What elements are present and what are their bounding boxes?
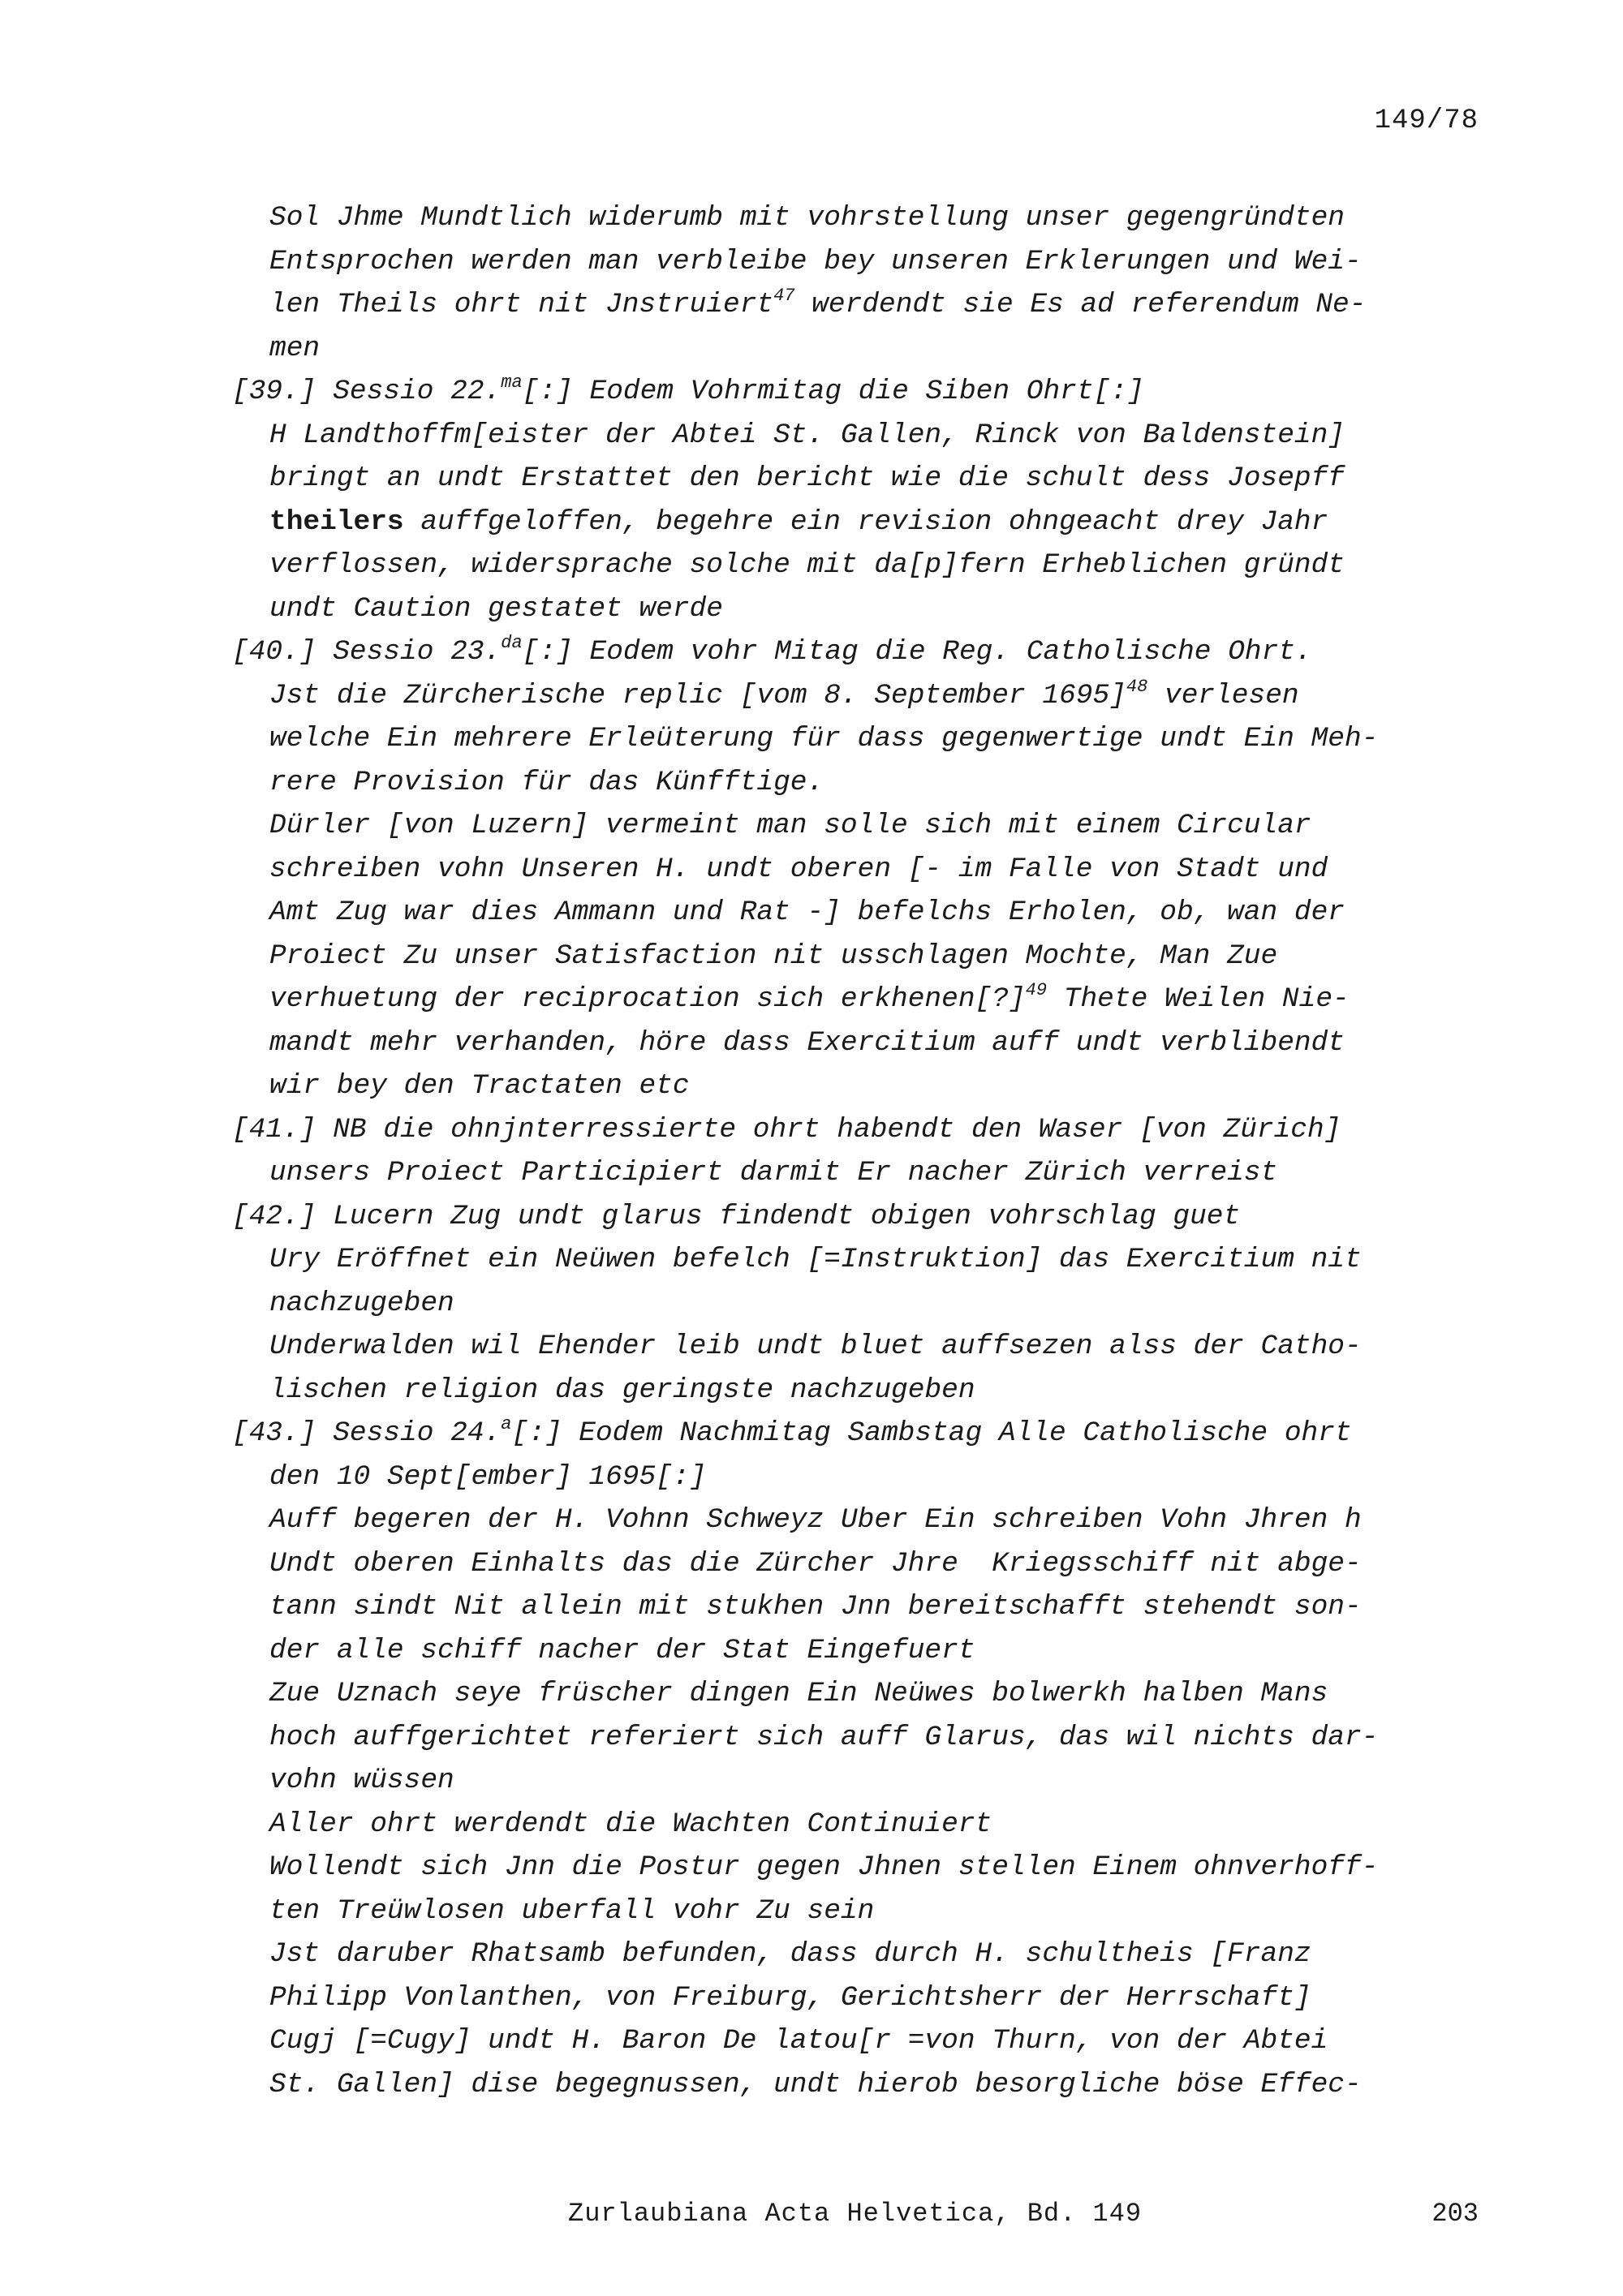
- superscript: a: [501, 1414, 512, 1434]
- line-text: welche Ein mehrere Erleüterung für dass gegenwertige undt Ein Meh-: [269, 723, 1379, 755]
- line-text: H Landthoffm[eister der Abtei St. Gallen, Rinck von Baldenstein]: [269, 419, 1345, 451]
- line-text: Zue Uznach seye früscher dingen Ein Neüwes bolwerkh halben Mans: [269, 1678, 1328, 1709]
- text-line: [232, 1846, 1498, 1890]
- text-line: [232, 1759, 1498, 1803]
- line-text: verflossen, widersprache solche mit da[p]fern Erheblichen gründt: [269, 549, 1345, 581]
- text-line: [232, 1498, 1498, 1542]
- entry-heading-line: [232, 1195, 1498, 1239]
- text-line: [232, 283, 1498, 327]
- line-text: [39.] Sessio 22.: [232, 376, 502, 407]
- line-text: Auff begeren der H. Vohnn Schweyz Uber Ein schreiben Vohn Jhren h: [269, 1504, 1362, 1536]
- line-text: Aller ohrt werdendt die Wachten Continuiert: [269, 1808, 992, 1840]
- entry-heading-line: [232, 1108, 1498, 1152]
- superscript: ma: [501, 372, 523, 393]
- line-text: Dürler [von Luzern] vermeint man solle sich mit einem Circular: [269, 810, 1311, 841]
- superscript: 48: [1126, 676, 1148, 697]
- text-line: [232, 1325, 1498, 1369]
- text-line: [232, 978, 1498, 1021]
- line-text: [:] Eodem vohr Mitag die Reg. Catholische Ohrt.: [522, 636, 1312, 668]
- text-line: [232, 2019, 1498, 2063]
- line-text: len Theils ohrt nit Jnstruiert: [269, 289, 774, 320]
- line-text: nachzugeben: [269, 1287, 454, 1319]
- text-line: [232, 1890, 1498, 1933]
- line-text: Sol Jhme Mundtlich widerumb mit vohrstellung unser gegengründten: [269, 202, 1345, 234]
- line-text: Entsprochen werden man verbleibe bey unseren Erklerungen und Wei-: [269, 245, 1362, 277]
- text-line: [232, 804, 1498, 848]
- line-text: men: [269, 332, 321, 364]
- text-line: [232, 457, 1498, 501]
- text-line: [232, 1021, 1498, 1065]
- text-line: [232, 674, 1498, 718]
- text-line: [232, 1976, 1498, 2020]
- line-text: [43.] Sessio 24.: [232, 1417, 502, 1449]
- entry-heading-line: [232, 370, 1498, 414]
- superscript: 49: [1025, 980, 1048, 1000]
- text-line: [232, 761, 1498, 805]
- line-text: mandt mehr verhanden, höre dass Exercitium auff undt verblibendt: [269, 1026, 1345, 1059]
- line-text: [:] Eodem Vohrmitag die Siben Ohrt[:]: [522, 376, 1144, 407]
- footer-title: Zurlaubiana Acta Helvetica, Bd. 149: [568, 2199, 1143, 2229]
- line-text: [41.] NB die ohnjnterressierte ohrt habendt den Waser [von Zürich]: [232, 1113, 1341, 1146]
- text-line: [232, 1282, 1498, 1326]
- line-text: Jst die Zürcherische replic [vom 8. September 1695]: [269, 679, 1126, 712]
- text-line: [232, 1803, 1498, 1847]
- line-text: Ury Eröffnet ein Neüwen befelch [=Instruktion] das Exercitium nit: [269, 1244, 1362, 1275]
- line-text: ten Treüwlosen uberfall vohr Zu sein: [269, 1894, 875, 1927]
- text-line: [232, 501, 1498, 544]
- text-line: [232, 717, 1498, 761]
- line-text: verlesen: [1147, 679, 1299, 712]
- line-text: Philipp Vonlanthen, von Freiburg, Gerichtsherr der Herrschaft]: [269, 1981, 1311, 2014]
- text-line: [232, 1064, 1498, 1108]
- line-text: lischen religion das geringste nachzugeben: [269, 1374, 975, 1406]
- text-line: [232, 1933, 1498, 1976]
- text-line: [232, 587, 1498, 631]
- line-text: vohn wüssen: [269, 1765, 454, 1796]
- text-line: [232, 935, 1498, 978]
- line-text: Proiect Zu unser Satisfaction nit usschlagen Mochte, Man Zue: [269, 939, 1278, 972]
- text-line: [232, 327, 1498, 371]
- line-text: den 10 Sept[ember] 1695[:]: [269, 1460, 707, 1493]
- line-text: hoch auffgerichtet referiert sich auff Glarus, das wil nichts dar-: [269, 1721, 1379, 1753]
- text-line: [232, 891, 1498, 935]
- text-line: [232, 2063, 1498, 2107]
- line-text: [:] Eodem Nachmitag Sambstag Alle Catholische ohrt: [511, 1417, 1352, 1449]
- line-text: Cugj [=Cugy] undt H. Baron De latou[r =von Thurn, von der Abtei: [269, 2025, 1328, 2057]
- line-text: werdendt sie Es ad referendum Ne-: [794, 289, 1367, 320]
- line-text: unsers Proiect Participiert darmit Er nacher Zürich verreist: [269, 1157, 1278, 1189]
- text-line: [232, 1238, 1498, 1282]
- text-line: [232, 1455, 1498, 1499]
- superscript: 47: [773, 286, 795, 306]
- line-text: Thete Weilen Nie-: [1047, 983, 1350, 1015]
- text-line: [232, 1629, 1498, 1673]
- text-line: [232, 1151, 1498, 1195]
- text-line: [232, 414, 1498, 458]
- text-line: [232, 1585, 1498, 1629]
- line-text: St. Gallen] dise begegnussen, undt hierob besorgliche böse Effec-: [269, 2068, 1362, 2100]
- text-line: [232, 1672, 1498, 1716]
- line-text: schreiben vohn Unseren H. undt oberen [- im Falle von Stadt und: [269, 853, 1328, 885]
- page-reference: 149/78: [1374, 105, 1479, 136]
- line-text: Undt oberen Einhalts das die Zürcher Jhre Kriegsschiff nit abge-: [269, 1547, 1362, 1580]
- line-text: Jst daruber Rhatsamb befunden, dass durch H. schultheis [Franz: [269, 1938, 1311, 1970]
- text-line: [232, 1716, 1498, 1760]
- footer-page-number: 203: [1431, 2199, 1479, 2229]
- bold-name: theilers: [269, 505, 404, 538]
- line-text: verhuetung der reciprocation sich erkhenen[?]: [269, 983, 1026, 1015]
- line-text: bringt an undt Erstattet den bericht wie die schult dess Josepff: [269, 462, 1345, 494]
- text-line: [232, 1542, 1498, 1586]
- line-text: wir bey den Tractaten etc: [269, 1070, 690, 1102]
- text-line: [232, 196, 1498, 240]
- superscript: da: [501, 633, 523, 653]
- text-line: [232, 240, 1498, 284]
- line-text: auffgeloffen, begehre ein revision ohngeacht drey Jahr: [403, 505, 1328, 538]
- text-line: [232, 848, 1498, 892]
- line-text: [42.] Lucern Zug undt glarus findendt obigen vohrschlag guet: [232, 1200, 1241, 1232]
- line-text: undt Caution gestatet werde: [269, 592, 723, 625]
- entry-heading-line: [232, 630, 1498, 674]
- line-text: rere Provision für das Künfftige.: [269, 766, 824, 798]
- line-text: Wollendt sich Jnn die Postur gegen Jhnen stellen Einem ohnverhoff-: [269, 1851, 1379, 1883]
- line-text: tann sindt Nit allein mit stukhen Jnn bereitschafft stehendt son-: [269, 1591, 1362, 1623]
- text-line: [232, 544, 1498, 587]
- entry-heading-line: [232, 1412, 1498, 1455]
- line-text: Amt Zug war dies Ammann und Rat -] befelchs Erholen, ob, wan der: [269, 896, 1345, 928]
- line-text: [40.] Sessio 23.: [232, 636, 502, 668]
- transcription-body: [232, 196, 1498, 2106]
- line-text: Underwalden wil Ehender leib undt bluet auffsezen alss der Catho-: [269, 1331, 1362, 1362]
- line-text: der alle schiff nacher der Stat Eingefuert: [269, 1634, 975, 1666]
- text-line: [232, 1369, 1498, 1412]
